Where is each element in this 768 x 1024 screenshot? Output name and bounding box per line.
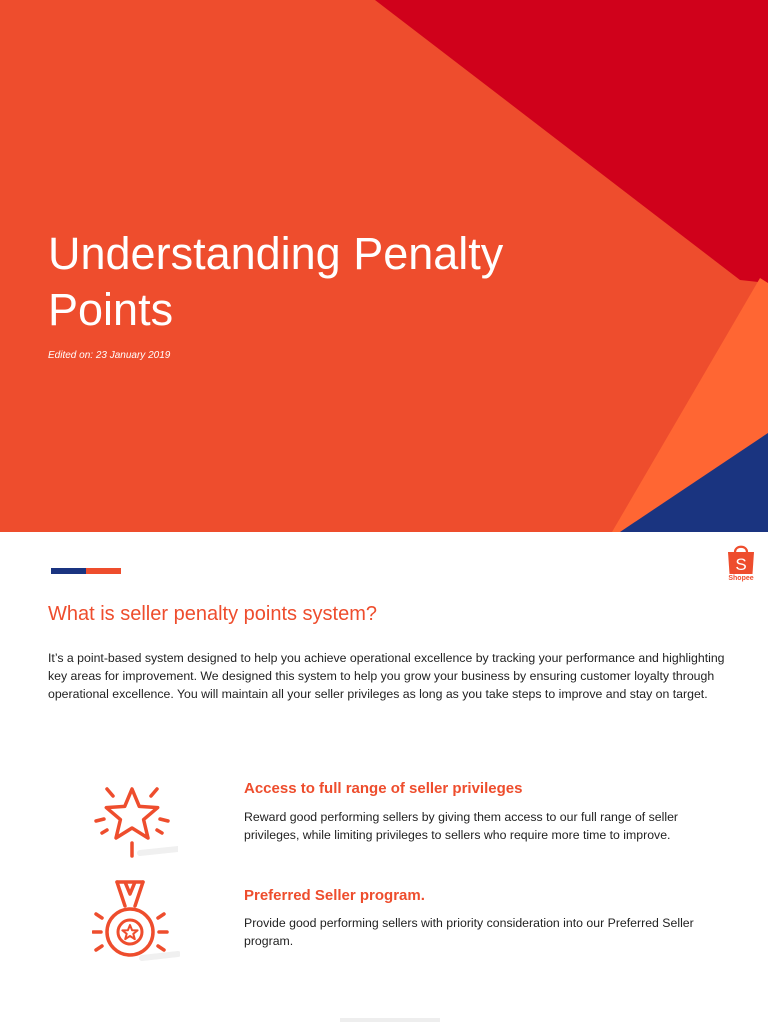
shopee-logo [724, 544, 758, 586]
logo-wordmark: Shopee [728, 575, 754, 582]
edited-date: Edited on: 23 January 2019 [48, 350, 171, 361]
star-icon [94, 781, 178, 861]
accent-divider-orange [86, 568, 121, 574]
feature-title-privileges: Access to full range of seller privileges [244, 780, 523, 797]
accent-divider-blue [51, 568, 86, 574]
footer-mark [340, 1018, 440, 1022]
logo-glyph: S [735, 555, 747, 574]
shopping-bag-icon [724, 544, 758, 576]
feature-text-privileges: Reward good performing sellers by giving them access to our full range of seller privileges, while limiting privileges to sellers who require more time to improve. [244, 810, 679, 842]
intro-paragraph: It’s a point-based system designed to help you achieve operational excellence by tracking your performance and highlighting key areas for improvement. We designed this system to help you grow your business by ensuring customer loyalty through operational excellence. You will maintain all your seller privileges as long as you take steps to improve and stay on target. [48, 651, 725, 701]
medal-icon [92, 878, 180, 964]
accent-divider [51, 568, 121, 574]
section-heading: What is seller penalty points system? [48, 603, 378, 625]
page-title: Understanding Penalty Points [48, 228, 504, 335]
feature-title-preferred-seller: Preferred Seller program. [244, 887, 425, 904]
feature-text-preferred-seller: Provide good performing sellers with priority consideration into our Preferred Seller program. [244, 916, 694, 948]
